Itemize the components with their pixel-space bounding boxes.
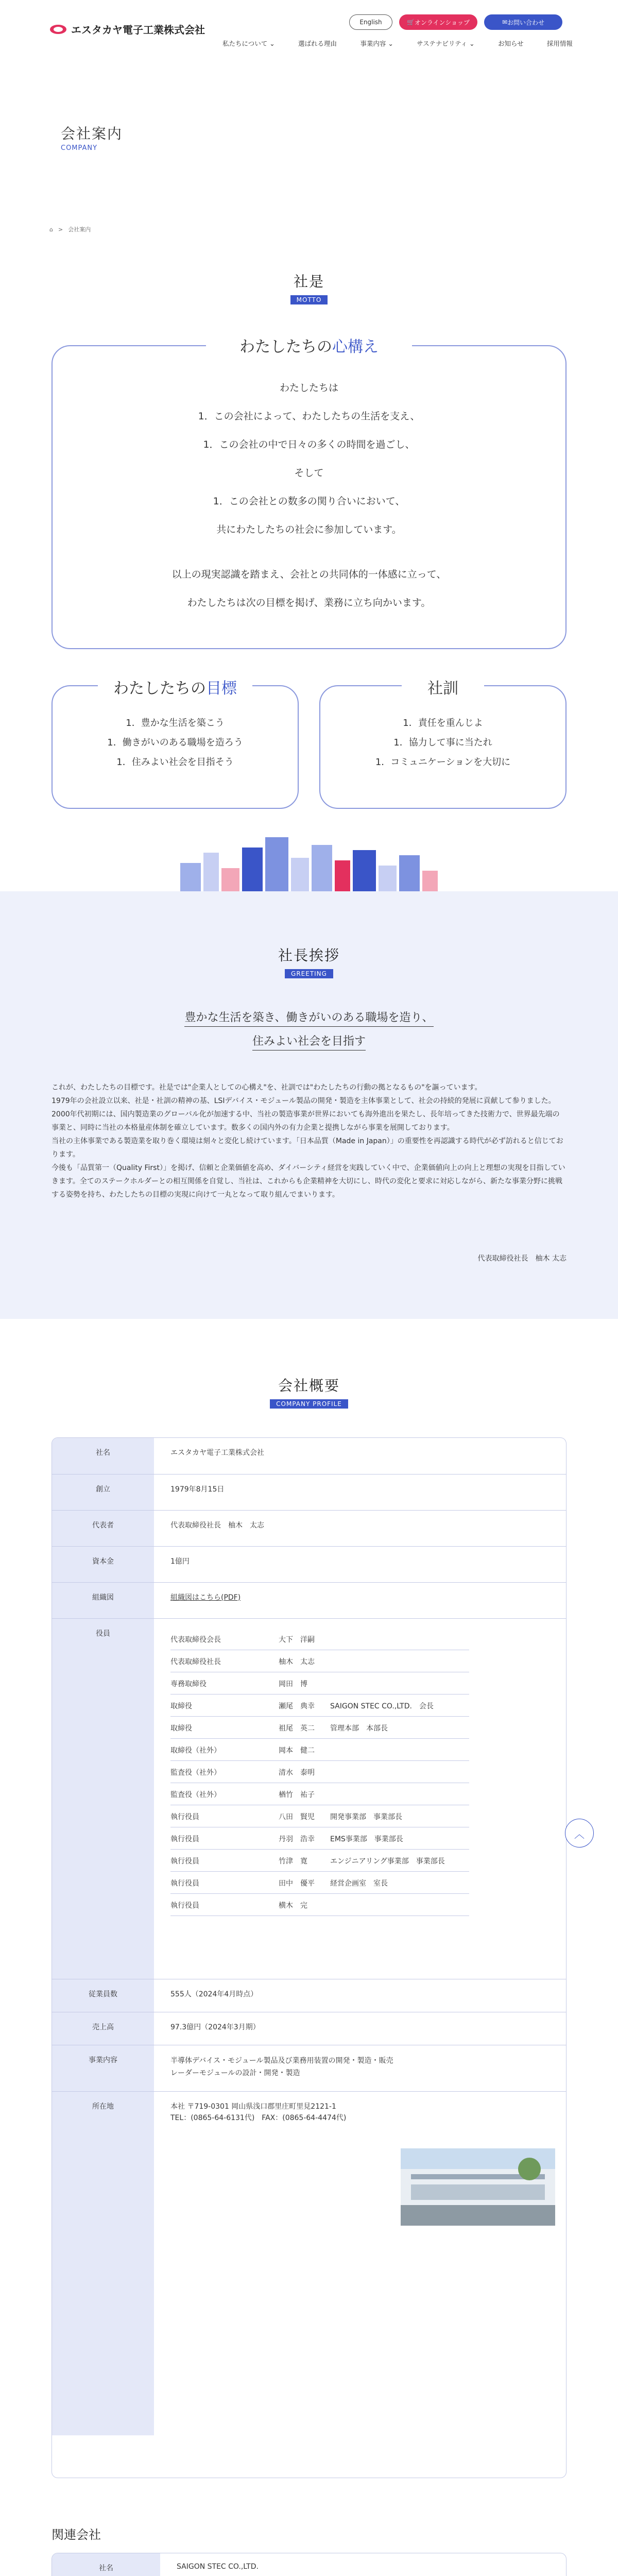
nav-item-about[interactable] <box>222 39 275 48</box>
officer-role <box>330 1761 469 1783</box>
motto-frame-title-a: わたしたちの <box>239 338 332 356</box>
nav-label: サステナビリティ <box>417 40 468 47</box>
officer-role <box>330 1628 469 1650</box>
greeting-lead <box>0 1006 618 1054</box>
contact-button[interactable] <box>484 14 562 30</box>
officer-role <box>330 1672 469 1694</box>
officer-name: 竹津 寛 <box>279 1850 330 1872</box>
motto-heading <box>0 270 618 304</box>
nav-item-business[interactable] <box>360 39 393 48</box>
profile-key: 従業員数 <box>52 1979 154 2012</box>
officer-row <box>170 1739 469 1761</box>
breadcrumb-separator: > <box>58 226 63 233</box>
profile-key: 創立 <box>52 1474 154 1510</box>
table-row <box>52 2553 566 2576</box>
table-row <box>52 1546 566 1582</box>
officer-row <box>170 1694 469 1717</box>
officer-name: 楢竹 祐子 <box>279 1783 330 1805</box>
motto-frame-title-b: 心構え <box>332 338 379 356</box>
officer-row <box>170 1761 469 1783</box>
goals-list <box>52 714 299 772</box>
page-title: 会社案内 <box>61 125 123 142</box>
officer-title: 代表取締役会長 <box>170 1628 279 1650</box>
profile-key: 役員 <box>52 1618 154 1979</box>
officer-title: 執行役員 <box>170 1872 279 1894</box>
chevron-down-icon: ⌄ <box>388 40 393 47</box>
officer-title: 執行役員 <box>170 1827 279 1850</box>
officer-name: 清水 泰明 <box>279 1761 330 1783</box>
city-illustration <box>175 832 443 894</box>
mail-icon: ✉ <box>502 19 508 26</box>
nav-item-sustainability[interactable] <box>417 39 474 48</box>
officer-role: 管理本部 本部長 <box>330 1717 469 1739</box>
officer-role: エンジニアリング事業部 事業部長 <box>330 1850 469 1872</box>
officer-name: 祖尾 英二 <box>279 1717 330 1739</box>
officer-row <box>170 1872 469 1894</box>
address-line: TEL：(0865-64-6131代) FAX：(0865-64-4474代) <box>170 2113 347 2122</box>
motto-line: 共にわたしたちの社会に参加しています。 <box>216 524 402 535</box>
greeting-lead-2: 住みよい社会を目指す <box>252 1035 366 1050</box>
motto-line: わたしたちは次の目標を掲げ、業務に立ち向かいます。 <box>187 597 431 608</box>
goal-item: 1．働きがいのある職場を造ろう <box>107 737 243 748</box>
officer-role <box>330 1894 469 1916</box>
org-chart-link[interactable]: 組織図はこちら(PDF) <box>170 1593 241 1602</box>
greeting-body <box>52 1081 566 1201</box>
motto-line: 以上の現実認識を踏まえ、会社との共同体的一体感に立って、 <box>171 569 447 580</box>
profile-value: エスタカヤ電子工業株式会社 <box>154 1438 566 1474</box>
nav-item-news[interactable]: お知らせ <box>497 40 524 47</box>
english-button[interactable]: English <box>349 14 392 30</box>
profile-key: 社名 <box>52 1438 154 1474</box>
motto-line: 1．この会社の中で日々の多くの時間を過ごし、 <box>203 439 415 450</box>
scroll-top-button[interactable] <box>565 1819 594 1848</box>
goal-item: 1．豊かな生活を築こう <box>126 718 225 728</box>
officer-name: 岡本 健二 <box>279 1739 330 1761</box>
nav-item-reasons[interactable]: 選ばれる理由 <box>298 40 337 47</box>
officer-role: 経営企画室 室長 <box>330 1872 469 1894</box>
cart-icon: 🛒 <box>406 19 415 26</box>
profile-value: 半導体デバイス・モジュール製品及び業務用装置の開発・製造・販売 レーダーモジュールの設計・開発・製造 <box>154 2045 566 2091</box>
nav-label: 事業内容 <box>360 40 386 47</box>
officer-name: 横木 完 <box>279 1894 330 1916</box>
profile-key: 売上高 <box>52 2012 154 2045</box>
officer-row <box>170 1628 469 1650</box>
officer-row <box>170 1827 469 1850</box>
profile-value: 代表取締役社長 柚木 太志 <box>154 1510 566 1546</box>
motto-badge: MOTTO <box>290 295 328 304</box>
goals-title-a: わたしたちの <box>113 680 206 698</box>
motto-line: 1．この会社との数多の関り合いにおいて、 <box>213 496 405 507</box>
headquarters-photo <box>401 2148 555 2226</box>
table-row <box>52 1438 566 1474</box>
breadcrumb <box>49 225 91 233</box>
officer-row <box>170 1717 469 1739</box>
table-row <box>52 2045 566 2091</box>
company-name: エスタカヤ電子工業株式会社 <box>71 24 205 36</box>
table-row <box>52 1618 566 1979</box>
officer-role <box>330 1650 469 1672</box>
table-row <box>52 1510 566 1546</box>
officer-name: 柚木 太志 <box>279 1650 330 1672</box>
home-icon[interactable]: ⌂ <box>49 226 53 233</box>
officer-title: 代表取締役社長 <box>170 1650 279 1672</box>
greeting-paragraph: 1979年の会社設立以来、社是・社訓の精神の基、LSIデバイス・モジュール製品の開発・製造を主体事業として、社会の持続的発展に貢献して参りました。2000年代初期には、国内製造業のグローバル化が加速する中、当社の製造事業が世界においても海外進出を果たし、長年培ってきた技術力で、世界最先端の事業と、同時に当社の本格量産体制を確立しています。数多くの国内外の有力企業と提携しながら事業を展開しております。 <box>52 1097 560 1132</box>
breadcrumb-current: 会社案内 <box>68 226 91 233</box>
motto-line: 1．この会社によって、わたしたちの生活を支え、 <box>198 411 420 422</box>
officer-name: 瀬尾 典幸 <box>279 1694 330 1717</box>
chevron-down-icon: ⌄ <box>269 40 275 47</box>
greeting-title: 社長挨拶 <box>278 947 340 964</box>
rule-item: 1．責任を重んじよ <box>403 718 483 728</box>
greeting-paragraph: これが、わたしたちの目標です。社是では"企業人としての心構え"を、社訓では"わたしたちの行動の拠となるもの"を謳っています。 <box>52 1083 482 1092</box>
motto-line: わたしたちは <box>279 382 338 394</box>
profile-heading <box>0 1375 618 1409</box>
profile-key: 事業内容 <box>52 2045 154 2091</box>
officer-title: 監査役（社外） <box>170 1761 279 1783</box>
greeting-signature: 代表取締役社長 柚木 太志 <box>477 1255 566 1263</box>
officer-title: 監査役（社外） <box>170 1783 279 1805</box>
table-row <box>52 2012 566 2045</box>
online-shop-label: オンラインショップ <box>414 19 470 26</box>
table-row <box>52 1582 566 1618</box>
related-value: SAIGON STEC CO.,LTD. <box>160 2553 566 2576</box>
officers-table <box>170 1628 469 1917</box>
officer-title: 取締役 <box>170 1717 279 1739</box>
contact-label: お問い合わせ <box>507 19 545 26</box>
officer-role <box>330 1739 469 1761</box>
officer-title: 取締役（社外） <box>170 1739 279 1761</box>
officer-title: 執行役員 <box>170 1805 279 1827</box>
nav-label: 私たちについて <box>222 40 268 47</box>
online-shop-button[interactable] <box>399 14 477 30</box>
profile-key: 代表者 <box>52 1510 154 1546</box>
rule-item: 1．コミュニケーションを大切に <box>375 757 511 768</box>
profile-value: 1979年8月15日 <box>154 1474 566 1510</box>
profile-value: 97.3億円（2024年3月期） <box>154 2012 566 2045</box>
greeting-paragraph: 今後も「品質第一（Quality First）」を掲げ、信頼と企業価値を高め、ダイバーシティ経営を実践していく中で、企業価値向上の向上と理想の実現を目指していきます。全てのステークホルダーとの相互関係を自覚し、当社は、これからも企業精神を大切にし、時代の変化と要求に対応しながら、新たな事業分野に挑戦する姿勢を持ち、わたしたちの目標の実現に向けて一丸となって取り組んでまいります。 <box>52 1164 565 1199</box>
chevron-up-icon: ︿ <box>574 1827 585 1840</box>
profile-badge: COMPANY PROFILE <box>270 1399 348 1409</box>
main-nav <box>222 39 573 48</box>
officer-name: 岡田 博 <box>279 1672 330 1694</box>
profile-key: 資本金 <box>52 1546 154 1582</box>
goals-title-b: 目標 <box>206 680 237 698</box>
officer-name: 八田 賢児 <box>279 1805 330 1827</box>
rules-title: 社訓 <box>402 675 484 698</box>
table-row <box>52 1474 566 1510</box>
table-row <box>52 1979 566 2012</box>
officer-title: 執行役員 <box>170 1894 279 1916</box>
officer-title: 取締役 <box>170 1694 279 1717</box>
officer-role <box>330 1783 469 1805</box>
motto-title: 社是 <box>293 273 324 290</box>
goal-item: 1．住みよい社会を目指そう <box>116 757 234 768</box>
rule-item: 1．協力して事に当たれ <box>393 737 492 748</box>
profile-title: 会社概要 <box>278 1377 340 1394</box>
officer-row <box>170 1783 469 1805</box>
related-key: 社名 <box>52 2553 160 2576</box>
officer-name: 田中 優平 <box>279 1872 330 1894</box>
officer-name: 丹羽 浩幸 <box>279 1827 330 1850</box>
officer-role: 開発事業部 事業部長 <box>330 1805 469 1827</box>
profile-key: 所在地 <box>52 2091 154 2435</box>
officer-row <box>170 1672 469 1694</box>
officer-row <box>170 1805 469 1827</box>
nav-item-recruit[interactable]: 採用情報 <box>546 40 573 47</box>
related-title: 関連会社 <box>52 2528 101 2542</box>
greeting-badge: GREETING <box>285 969 333 978</box>
profile-key: 組織図 <box>52 1582 154 1618</box>
goals-title <box>98 675 252 698</box>
address-line: 本社 〒719-0301 岡山県浅口郡里庄町里見2121-1 <box>170 2102 336 2111</box>
greeting-heading <box>0 944 618 978</box>
greeting-lead-1: 豊かな生活を築き、働きがいのある職場を造り、 <box>184 1011 433 1027</box>
table-row <box>52 2091 566 2435</box>
profile-value: 1億円 <box>154 1546 566 1582</box>
officer-row <box>170 1650 469 1672</box>
officer-title: 執行役員 <box>170 1850 279 1872</box>
page-subtitle: COMPANY <box>61 144 98 152</box>
officer-role: SAIGON STEC CO.,LTD. 会長 <box>330 1694 469 1717</box>
officer-row <box>170 1850 469 1872</box>
profile-value: 555人（2024年4月時点） <box>154 1979 566 2012</box>
rules-list <box>319 714 566 772</box>
officer-role: EMS事業部 事業部長 <box>330 1827 469 1850</box>
greeting-paragraph: 当社の主体事業である製造業を取り巻く環境は刻々と変化し続けています。「日本品質（Made in Japan）」の重要性を再認識する時代が必ず訪れると信じております。 <box>52 1137 563 1159</box>
profile-table <box>52 1437 566 2478</box>
officer-name: 大下 洋嗣 <box>279 1628 330 1650</box>
related-table <box>52 2553 566 2576</box>
motto-frame-title <box>206 334 412 357</box>
chevron-down-icon: ⌄ <box>469 40 475 47</box>
officer-title: 専務取締役 <box>170 1672 279 1694</box>
officer-row <box>170 1894 469 1916</box>
company-logo[interactable] <box>49 22 205 37</box>
logo-mark-icon <box>49 24 67 35</box>
motto-line: そして <box>294 467 324 479</box>
